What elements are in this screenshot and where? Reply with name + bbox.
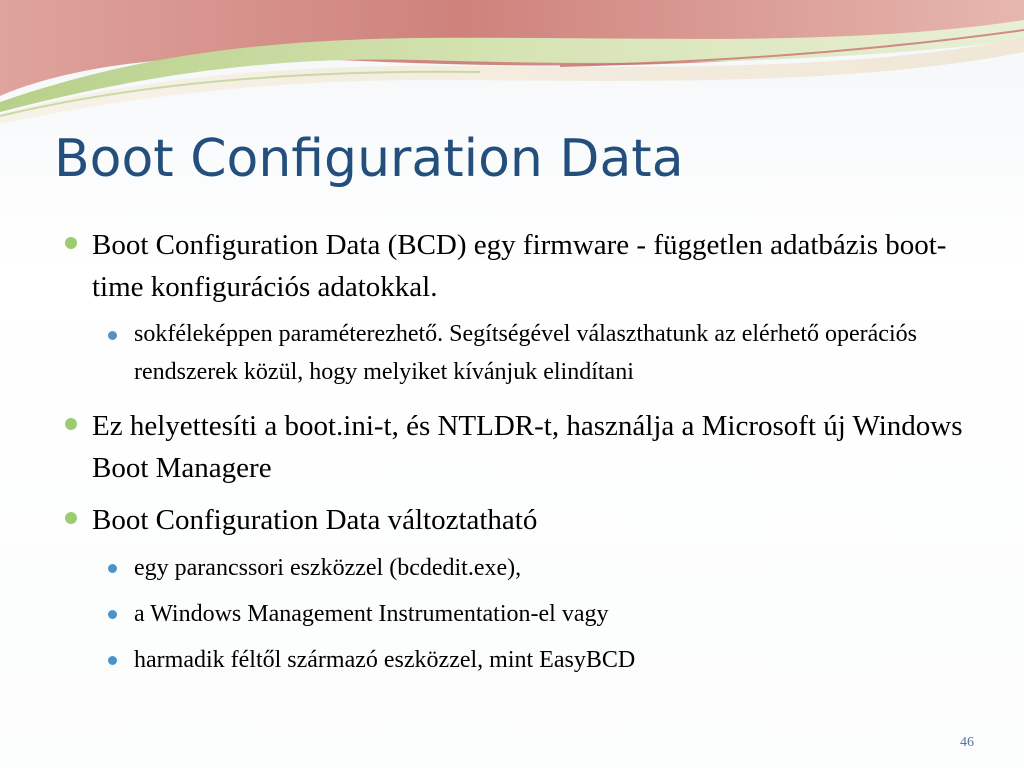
sub-bullet-text: egy parancssori eszközzel (bcdedit.exe),	[134, 555, 522, 581]
bullet-text: Ez helyettesíti a boot.ini-t, és NTLDR-t, használja a Microsoft új Windows Boot Managere	[92, 410, 963, 484]
sub-bullet-text: harmadik féltől származó eszközzel, mint EasyBCD	[134, 647, 636, 673]
bullet-item	[64, 499, 964, 541]
bullet-item	[64, 224, 964, 308]
bullet-item	[64, 405, 964, 489]
bullet-text: Boot Configuration Data (BCD) egy firmware - független adatbázis boot-time konfigurációs adatokkal.	[92, 229, 947, 303]
header-swoosh-decoration	[0, 0, 1024, 130]
sub-bullet-item	[64, 595, 964, 633]
slide-number: 46	[960, 735, 974, 750]
sub-bullet-item	[64, 316, 964, 391]
sub-bullet-item	[64, 641, 964, 679]
sub-bullet-dot-icon	[108, 656, 117, 665]
sub-bullet-dot-icon	[108, 564, 117, 573]
sub-bullet-dot-icon	[108, 331, 117, 340]
slide-title: Boot Configuration Data	[54, 129, 684, 189]
sub-bullet-text: sokféleképpen paraméterezhető. Segítségével választhatunk az elérhető operációs rendszerek közül, hogy melyiket kívánjuk elindítani	[134, 321, 917, 385]
sub-bullet-item	[64, 549, 964, 587]
bullet-text: Boot Configuration Data változtatható	[92, 504, 538, 536]
bullet-dot-icon	[65, 237, 77, 249]
bullet-dot-icon	[65, 418, 77, 430]
sub-bullet-text: a Windows Management Instrumentation-el vagy	[134, 601, 609, 627]
sub-bullet-dot-icon	[108, 610, 117, 619]
bullet-list	[64, 224, 964, 679]
bullet-dot-icon	[65, 512, 77, 524]
